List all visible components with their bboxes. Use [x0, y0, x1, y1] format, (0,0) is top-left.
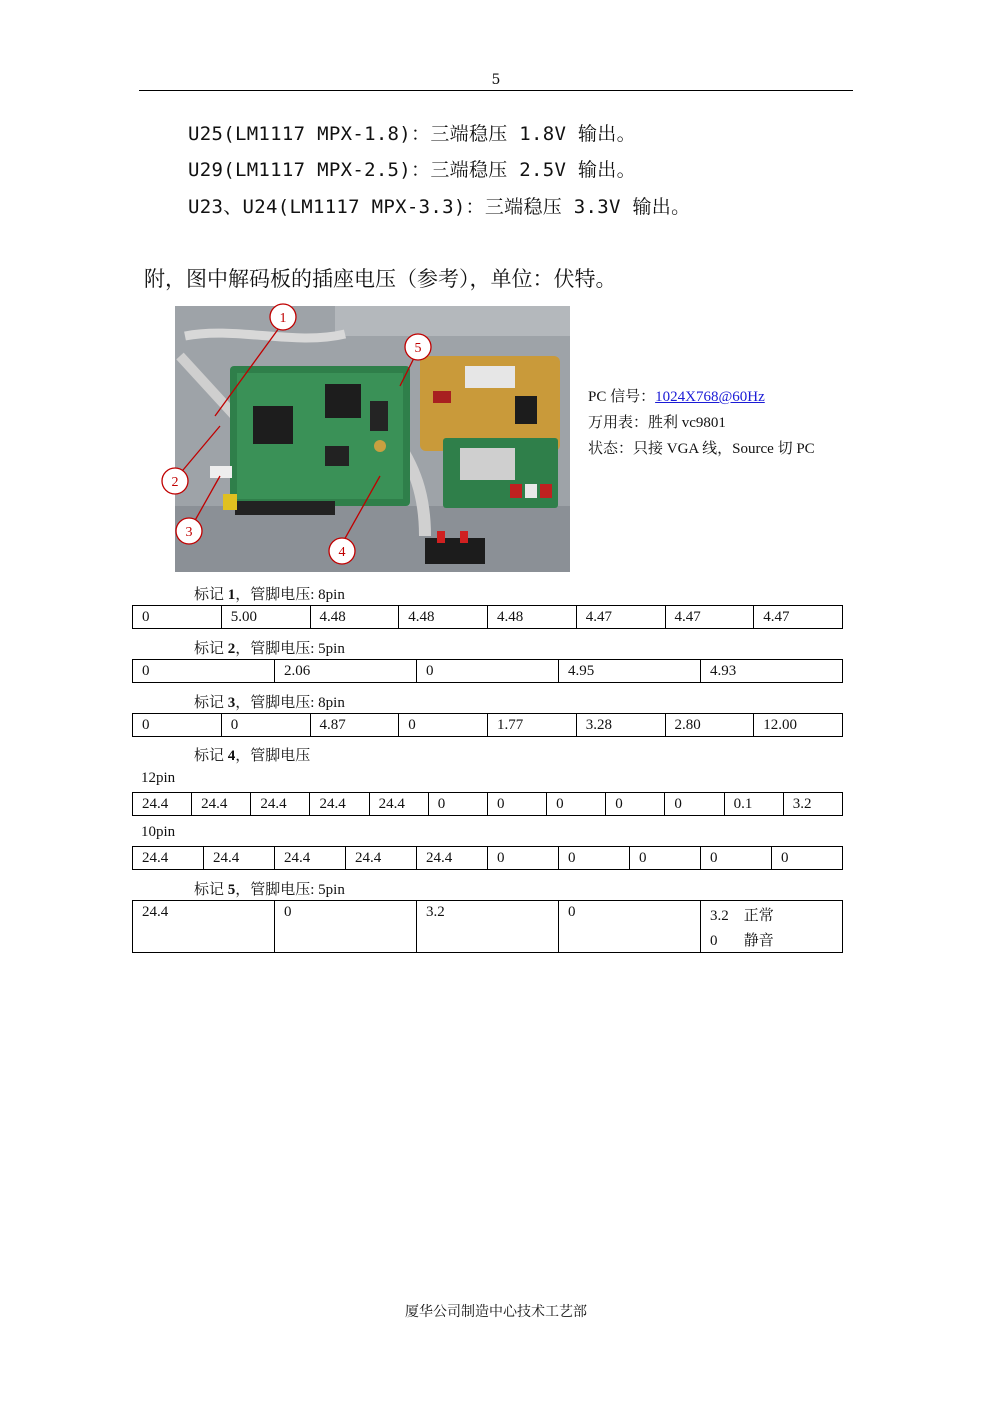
table-cell: 4.48: [310, 606, 399, 629]
mark-4-10pin-label: 10pin: [141, 824, 176, 840]
table-cell: 0.1: [724, 793, 783, 816]
decoder-board-photo: [171, 306, 570, 572]
marker-2: [162, 468, 188, 494]
table-cell: 5.00: [221, 606, 310, 629]
table-row: [133, 606, 843, 629]
table-cell: 3.2: [783, 793, 842, 816]
info-meter: 万用表：胜利 vc9801: [588, 415, 726, 431]
table-cell: 2.06: [275, 660, 417, 683]
info-pc-signal: [588, 385, 765, 406]
table-cell: 4.48: [399, 606, 488, 629]
table-cell: 0: [772, 847, 843, 870]
table-cell: 0: [559, 901, 701, 953]
table-cell: 24.4: [204, 847, 275, 870]
svg-text:1: 1: [279, 311, 287, 326]
table-cell: 3.28: [576, 714, 665, 737]
table-cell: 4.95: [559, 660, 701, 683]
regulator-line-u29: U29(LM1117 MPX-2.5)：三端稳压 2.5V 输出。: [188, 159, 636, 181]
mark-5-table: [132, 900, 843, 953]
mark-1-table: [132, 605, 843, 629]
table-cell: 0: [547, 793, 606, 816]
mark-4-12pin-label: 12pin: [141, 770, 176, 786]
table-cell: 24.4: [133, 847, 204, 870]
table-cell: 0: [133, 660, 275, 683]
table-cell: 4.47: [576, 606, 665, 629]
mark-4-10pin-table: [132, 846, 843, 870]
mark-4-12pin-table: [132, 792, 843, 816]
mark-3-table: [132, 713, 843, 737]
table-cell: 4.87: [310, 714, 399, 737]
table-cell: 0: [487, 793, 546, 816]
table-cell: 0: [275, 901, 417, 953]
table-cell: 0: [630, 847, 701, 870]
page-number: 5: [491, 72, 501, 88]
regulator-line-u23-u24: U23、U24(LM1117 MPX-3.3)：三端稳压 3.3V 输出。: [188, 196, 691, 218]
marker-4: [329, 538, 355, 564]
table-cell: 24.4: [310, 793, 369, 816]
table-row: [133, 793, 843, 816]
table-cell: 1.77: [488, 714, 577, 737]
table-cell: 3.2: [417, 901, 559, 953]
table-cell: 4.47: [665, 606, 754, 629]
table-cell: 24.4: [133, 901, 275, 953]
table-cell-status: [701, 901, 843, 953]
table-cell: 0: [221, 714, 310, 737]
table-cell: 24.4: [251, 793, 310, 816]
table-cell: 0: [559, 847, 630, 870]
mark-4-title: 标记 4，管脚电压: [194, 748, 311, 764]
mark-2-title: 标记 2，管脚电压: 5pin: [194, 641, 345, 657]
intro-line: 附，图中解码板的插座电压（参考），单位：伏特。: [144, 267, 617, 291]
marker-1: [270, 304, 296, 330]
table-row: [133, 660, 843, 683]
table-cell: 12.00: [754, 714, 843, 737]
header-rule: [139, 90, 853, 91]
svg-text:2: 2: [171, 475, 179, 490]
footer-text: 厦华公司制造中心技术工艺部: [405, 1304, 587, 1320]
status-mute: 0 静音: [710, 933, 774, 949]
table-cell: 4.48: [488, 606, 577, 629]
table-row: [133, 901, 843, 953]
table-cell: 24.4: [369, 793, 428, 816]
svg-text:3: 3: [185, 525, 193, 540]
table-cell: 0: [665, 793, 724, 816]
regulator-line-u25: U25(LM1117 MPX-1.8)：三端稳压 1.8V 输出。: [188, 123, 636, 145]
table-cell: 24.4: [192, 793, 251, 816]
table-cell: 0: [133, 606, 222, 629]
table-row: [133, 847, 843, 870]
mark-1-title: 标记 1，管脚电压: 8pin: [194, 587, 345, 603]
table-cell: 24.4: [275, 847, 346, 870]
info-state: 状态：只接 VGA 线，Source 切 PC: [588, 441, 815, 457]
table-cell: 0: [606, 793, 665, 816]
table-cell: 24.4: [346, 847, 417, 870]
mark-3-title: 标记 3，管脚电压: 8pin: [194, 695, 345, 711]
info-pc-signal-label: PC 信号：: [588, 389, 656, 405]
marker-5: [405, 334, 431, 360]
table-cell: 4.93: [701, 660, 843, 683]
table-cell: 0: [399, 714, 488, 737]
svg-text:5: 5: [414, 341, 422, 356]
table-row: [133, 714, 843, 737]
table-cell: 24.4: [133, 793, 192, 816]
table-cell: 4.47: [754, 606, 843, 629]
svg-text:4: 4: [338, 545, 346, 560]
table-cell: 0: [417, 660, 559, 683]
table-cell: 0: [701, 847, 772, 870]
table-cell: 0: [428, 793, 487, 816]
info-pc-signal-link[interactable]: 1024X768@60Hz: [655, 389, 765, 405]
table-cell: 24.4: [417, 847, 488, 870]
mark-5-title: 标记 5，管脚电压: 5pin: [194, 882, 345, 898]
marker-3: [176, 518, 202, 544]
mark-2-table: [132, 659, 843, 683]
table-cell: 2.80: [665, 714, 754, 737]
table-cell: 0: [133, 714, 222, 737]
status-normal: 3.2 正常: [710, 908, 774, 924]
table-cell: 0: [488, 847, 559, 870]
